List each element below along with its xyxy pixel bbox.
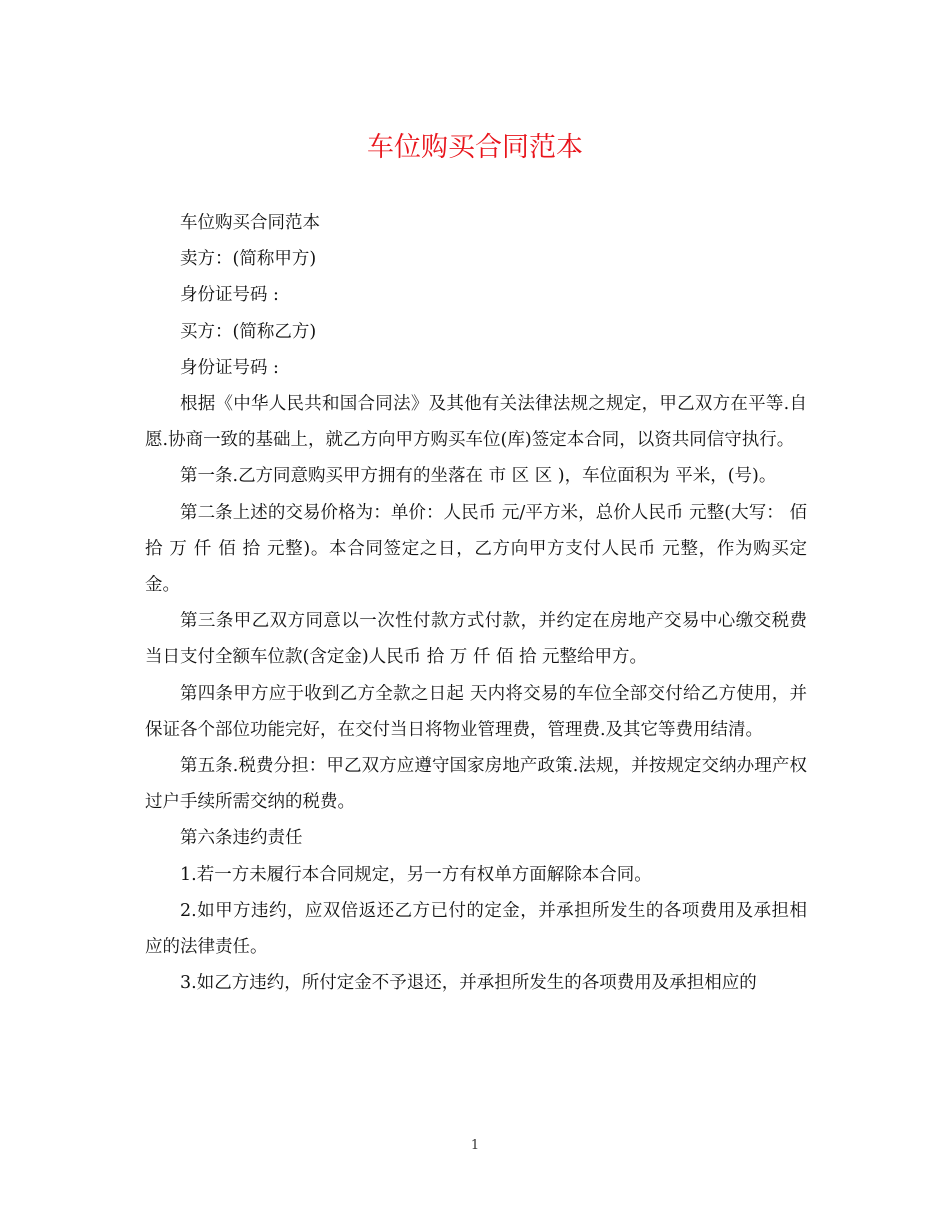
paragraph-buyer-id: 身份证号码 :	[180, 357, 279, 378]
document-title: 车位购买合同范本	[367, 132, 583, 163]
page-number: 1	[470, 1138, 480, 1153]
paragraph-article-5: 第五条.税费分担：甲乙双方应遵守国家房地产政策.法规，并按规定交纳办理产权过户手续所需交纳的税费。	[145, 756, 807, 813]
paragraph-seller: 卖方：(简称甲方)	[180, 249, 317, 270]
paragraph-article-3: 第三条甲乙双方同意以一次性付款方式付款，并约定在房地产交易中心缴交税费当日支付全额车位款(含定金)人民币 拾 万 仟 佰 拾 元整给甲方。	[145, 611, 807, 668]
paragraph-article-2: 第二条上述的交易价格为：单价：人民币 元/平方米，总价人民币 元整(大写： 佰 拾 万 仟 佰 拾 元整)。本合同签定之日，乙方向甲方支付人民币 元整，作为购买定金。	[145, 502, 807, 596]
paragraph-buyer: 买方：(简称乙方)	[180, 321, 317, 342]
paragraph-article-6: 第六条违约责任	[180, 828, 303, 849]
paragraph-article-1: 第一条.乙方同意购买甲方拥有的坐落在 市 区 区 )，车位面积为 平米，(号)。	[180, 466, 777, 487]
paragraph-clause-2: 2.如甲方违约，应双倍返还乙方已付的定金，并承担所发生的各项费用及承担相应的法律责任。	[145, 900, 807, 958]
paragraph-heading: 车位购买合同范本	[180, 213, 320, 233]
paragraph-clause-3: 3.如乙方违约，所付定金不予退还，并承担所发生的各项费用及承担相应的	[180, 973, 757, 994]
paragraph-seller-id: 身份证号码 :	[180, 285, 279, 306]
paragraph-clause-1: 1.若一方未履行本合同规定，另一方有权单方面解除本合同。	[180, 864, 652, 885]
document-body	[145, 205, 807, 1001]
paragraph-preamble: 根据《中华人民共和国合同法》及其他有关法律法规之规定，甲乙双方在平等.自愿.协商一致的基础上，就乙方向甲方购买车位(库)签定本合同，以资共同信守执行。	[145, 394, 807, 451]
paragraph-article-4: 第四条甲方应于收到乙方全款之日起 天内将交易的车位全部交付给乙方使用，并保证各个部位功能完好，在交付当日将物业管理费，管理费.及其它等费用结清。	[145, 683, 807, 740]
